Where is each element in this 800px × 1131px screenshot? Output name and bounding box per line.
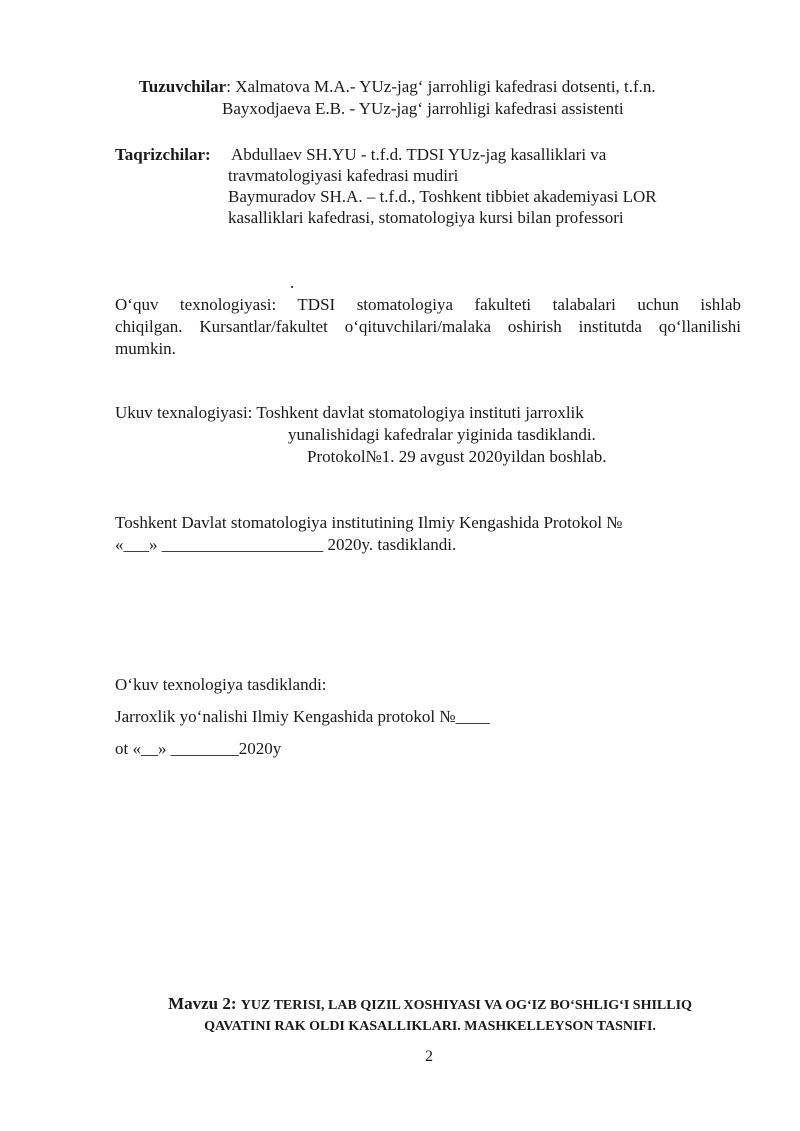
reviewers-label: Taqrizchilar: bbox=[115, 145, 211, 164]
compilers-line-1 bbox=[139, 76, 656, 98]
ukuv-line-2: yunalishidagi kafedralar yiginida tasdiklandi. bbox=[288, 425, 596, 444]
ukuv-line-3: Protokol№1. 29 avgust 2020yildan boshlab. bbox=[307, 447, 607, 466]
council-line-2: «___» ___________________ 2020y. tasdiklandi. bbox=[115, 535, 457, 554]
tech-para-line-1: O‘quv texnologiyasi: TDSI stomatologiya fakulteti talabalari uchun ishlab bbox=[115, 295, 741, 314]
topic-label: Mavzu 2: bbox=[168, 994, 241, 1013]
stray-dot: . bbox=[290, 273, 295, 292]
page-number: 2 bbox=[425, 1048, 433, 1065]
tech-para-line-3: mumkin. bbox=[115, 339, 176, 358]
approved-line-2: Jarroxlik yo‘nalishi Ilmiy Kengashida protokol №____ bbox=[115, 707, 490, 726]
reviewers-line-1: Abdullaev SH.YU - t.f.d. TDSI YUz-jag kasalliklari va bbox=[231, 145, 607, 164]
tech-para-line-2: chiqilgan. Kursantlar/fakultet o‘qituvchilari/malaka oshirish institutda qo‘llanilishi bbox=[115, 317, 741, 336]
reviewers-line-3: Baymuradov SH.A. – t.f.d., Toshkent tibbiet akademiyasi LOR bbox=[228, 187, 657, 206]
compilers-text-1: : Xalmatova M.A.- YUz-jag‘ jarrohligi kafedrasi dotsenti, t.f.n. bbox=[226, 77, 656, 96]
topic-title-2: QAVATINI RAK OLDI KASALLIKLARI. MASHKELLEYSON TASNIFI. bbox=[204, 1019, 656, 1034]
topic-line-1 bbox=[100, 993, 760, 1017]
council-line-1: Toshkent Davlat stomatologiya institutining Ilmiy Kengashida Protokol № bbox=[115, 513, 623, 532]
compilers-label: Tuzuvchilar bbox=[139, 77, 227, 96]
compilers-line-2: Bayxodjaeva E.B. - YUz-jag‘ jarrohligi kafedrasi assistenti bbox=[222, 99, 624, 118]
topic-title-1: YUZ TERISI, LAB QIZIL XOSHIYASI VA OG‘IZ BO‘SHLIG‘I SHILLIQ bbox=[240, 998, 692, 1013]
approved-line-3: ot «__» ________2020y bbox=[115, 739, 282, 758]
approved-line-1: O‘kuv texnologiya tasdiklandi: bbox=[115, 675, 327, 694]
reviewers-line-4: kasalliklari kafedrasi, stomatologiya kursi bilan professori bbox=[228, 208, 624, 227]
ukuv-line-1: Ukuv texnalogiyasi: Toshkent davlat stomatologiya instituti jarroxlik bbox=[115, 403, 584, 422]
reviewers-line-2: travmatologiyasi kafedrasi mudiri bbox=[228, 166, 459, 185]
